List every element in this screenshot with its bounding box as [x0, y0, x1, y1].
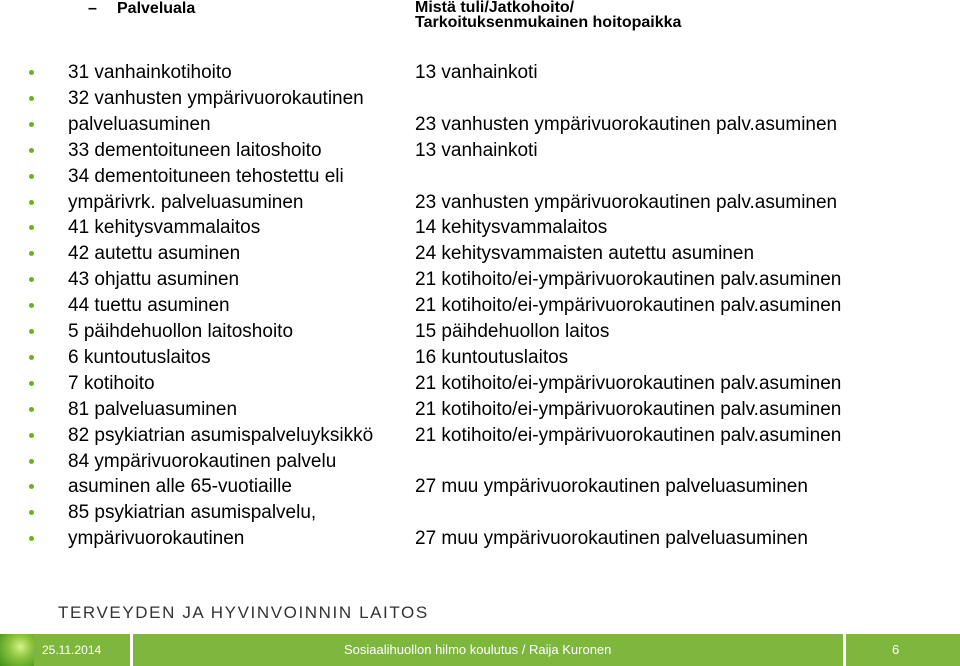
hoitopaikka-text: 21 kotihoito/ei-ympärivuorokautinen palv.asuminen [415, 372, 842, 394]
list-item [0, 345, 960, 371]
hoitopaikka-text: 14 kehitysvammalaitos [415, 217, 608, 239]
thl-logo: TERVEYDEN JA HYVINVOINNIN LAITOS [58, 603, 429, 622]
hoitopaikka-text: 21 kotihoito/ei-ympärivuorokautinen palv.asuminen [415, 424, 842, 446]
bullet-icon [29, 70, 34, 75]
slide-header [0, 0, 960, 40]
list-item [0, 164, 960, 190]
bullet-icon [29, 484, 34, 489]
list-item [0, 267, 960, 293]
footer-course-title: Sosiaalihuollon hilmo koulutus / Raija Kuronen [344, 642, 612, 657]
palveluala-text: palveluasuminen [68, 113, 211, 135]
column-heading-palveluala: Palveluala [117, 0, 196, 17]
list-item [0, 215, 960, 241]
palveluala-text: 42 autettu asuminen [68, 243, 241, 265]
palveluala-text: 84 ympärivuorokautinen palvelu [68, 450, 337, 472]
list-item [0, 474, 960, 500]
list-item [0, 138, 960, 164]
palveluala-text: asuminen alle 65-vuotiaille [68, 476, 292, 498]
palveluala-text: ympärivrk. palveluasuminen [68, 191, 304, 213]
palveluala-text: ympärivuorokautinen [68, 528, 245, 550]
hoitopaikka-text: 27 muu ympärivuorokautinen palveluasuminen [415, 528, 808, 550]
list-item [0, 60, 960, 86]
bullet-icon [29, 225, 34, 230]
green-sphere-icon [0, 634, 34, 666]
list-item [0, 112, 960, 138]
list-item [0, 526, 960, 552]
list-item [0, 241, 960, 267]
bullet-icon [29, 251, 34, 256]
hoitopaikka-text: 21 kotihoito/ei-ympärivuorokautinen palv.asuminen [415, 295, 842, 317]
list-item [0, 423, 960, 449]
bullet-icon [29, 148, 34, 153]
header-dash: – [88, 0, 97, 17]
slide-footer [0, 634, 960, 666]
footer-divider [130, 634, 133, 666]
list-item [0, 86, 960, 112]
bullet-icon [29, 96, 34, 101]
bullet-icon [29, 510, 34, 515]
list-item [0, 397, 960, 423]
palveluala-text: 44 tuettu asuminen [68, 295, 230, 317]
bullet-icon [29, 277, 34, 282]
bullet-icon [29, 174, 34, 179]
palveluala-text: 34 dementoituneen tehostettu eli [68, 165, 344, 187]
bullet-icon [29, 433, 34, 438]
hoitopaikka-text: 21 kotihoito/ei-ympärivuorokautinen palv.asuminen [415, 398, 842, 420]
hoitopaikka-text: 23 vanhusten ympärivuorokautinen palv.asuminen [415, 113, 838, 135]
palveluala-text: 7 kotihoito [68, 372, 155, 394]
bullet-icon [29, 459, 34, 464]
bullet-icon [29, 329, 34, 334]
list-item [0, 293, 960, 319]
palveluala-text: 81 palveluasuminen [68, 398, 238, 420]
hoitopaikka-text: 13 vanhainkoti [415, 139, 538, 161]
list-item [0, 190, 960, 216]
footer-divider [843, 634, 846, 666]
bullet-icon [29, 355, 34, 360]
palveluala-text: 82 psykiatrian asumispalveluyksikkö [68, 424, 374, 446]
page-number: 6 [892, 642, 900, 657]
bullet-icon [29, 536, 34, 541]
column-heading-jatkohoito [415, 0, 681, 30]
footer-date: 25.11.2014 [42, 643, 102, 657]
list-item [0, 319, 960, 345]
bullet-icon [29, 200, 34, 205]
bullet-icon [29, 407, 34, 412]
palveluala-text: 43 ohjattu asuminen [68, 269, 240, 291]
column-heading-line-2: Tarkoituksenmukainen hoitopaikka [415, 14, 682, 31]
palveluala-text: 33 dementoituneen laitoshoito [68, 139, 322, 161]
palveluala-text: 6 kuntoutuslaitos [68, 346, 211, 368]
list-item [0, 449, 960, 475]
palveluala-text: 85 psykiatrian asumispalvelu, [68, 502, 317, 524]
hoitopaikka-text: 13 vanhainkoti [415, 62, 538, 83]
bullet-icon [29, 303, 34, 308]
hoitopaikka-text: 23 vanhusten ympärivuorokautinen palv.asuminen [415, 191, 838, 213]
palveluala-text: 31 vanhainkotihoito [68, 62, 232, 83]
hoitopaikka-text: 24 kehitysvammaisten autettu asuminen [415, 243, 755, 265]
list-item [0, 500, 960, 526]
hoitopaikka-text: 15 päihdehuollon laitos [415, 321, 610, 342]
hoitopaikka-text: 27 muu ympärivuorokautinen palveluasuminen [415, 476, 808, 498]
hoitopaikka-text: 21 kotihoito/ei-ympärivuorokautinen palv.asuminen [415, 269, 842, 291]
hoitopaikka-text: 16 kuntoutuslaitos [415, 346, 569, 368]
palveluala-text: 5 päihdehuollon laitoshoito [68, 321, 294, 342]
bullet-icon [29, 381, 34, 386]
palveluala-text: 41 kehitysvammalaitos [68, 217, 261, 239]
bullet-icon [29, 122, 34, 127]
column-heading-line-1: Mistä tuli/Jatkohoito/ [415, 0, 575, 16]
list-item [0, 371, 960, 397]
palveluala-text: 32 vanhusten ympärivuorokautinen [68, 87, 364, 109]
